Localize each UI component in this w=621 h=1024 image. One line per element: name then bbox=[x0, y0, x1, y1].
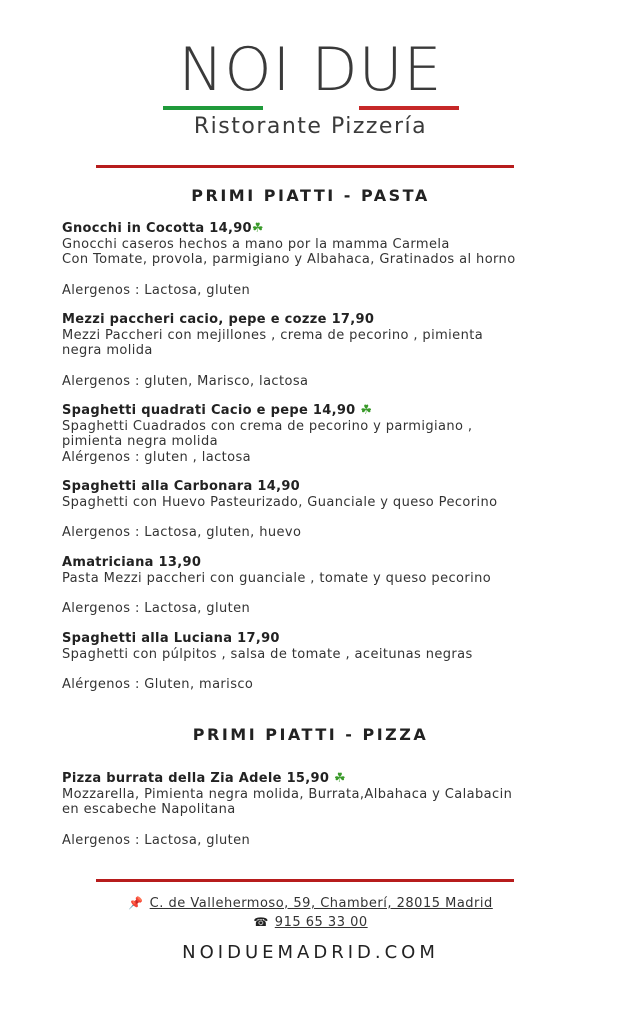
item-allergens: Alérgenos : gluten , lactosa bbox=[62, 449, 252, 465]
item-name: Amatriciana 13,90 bbox=[62, 555, 202, 570]
phone-link[interactable]: 915 65 33 00 bbox=[274, 915, 368, 930]
item-allergens: Alergenos : gluten, Marisco, lactosa bbox=[62, 373, 309, 389]
shamrock-icon: ☘ bbox=[360, 403, 373, 418]
logo-title: NOI DUE bbox=[178, 35, 443, 105]
section-title-pizza: PRIMI PIATTI - PIZZA bbox=[192, 725, 429, 744]
menu-item bbox=[62, 555, 562, 617]
item-allergens: Alergenos : Lactosa, gluten bbox=[62, 832, 251, 848]
item-name: Pizza burrata della Zia Adele 15,90 ☘ bbox=[62, 771, 346, 786]
item-description: Gnocchi caseros hechos a mano por la mamma Carmela Con Tomate, provola, parmigiano y Albahaca, Gratinados al horno bbox=[62, 236, 516, 267]
section-title-pasta: PRIMI PIATTI - PASTA bbox=[191, 186, 430, 205]
item-name: Spaghetti alla Luciana 17,90 bbox=[62, 631, 280, 646]
item-description: Spaghetti con Huevo Pasteurizado, Guanciale y queso Pecorino bbox=[62, 494, 498, 510]
address-link[interactable]: C. de Vallehermoso, 59, Chamberí, 28015 Madrid bbox=[149, 896, 493, 911]
website-text: NOIDUEMADRID.COM bbox=[182, 942, 439, 963]
shamrock-icon: ☘ bbox=[251, 221, 264, 236]
menu-item bbox=[62, 312, 562, 389]
bottom-divider bbox=[96, 879, 514, 882]
item-description: Spaghetti con púlpitos , salsa de tomate , aceitunas negras bbox=[62, 646, 473, 662]
item-name: Spaghetti quadrati Cacio e pepe 14,90 ☘ bbox=[62, 403, 373, 418]
menu-item bbox=[62, 771, 562, 848]
item-description: Mezzi Paccheri con mejillones , crema de pecorino , pimienta negra molida bbox=[62, 327, 484, 358]
item-allergens: Alergenos : Lactosa, gluten bbox=[62, 601, 251, 616]
item-allergens: Alergenos : Lactosa, gluten, huevo bbox=[62, 525, 302, 540]
logo-flag-stripes bbox=[161, 106, 461, 110]
flag-red-stripe bbox=[359, 106, 459, 110]
item-allergens: Alérgenos : Gluten, marisco bbox=[62, 677, 254, 692]
shamrock-icon: ☘ bbox=[334, 771, 346, 786]
item-allergens: Alergenos : Lactosa, gluten bbox=[62, 282, 251, 298]
pushpin-icon: 📌 bbox=[128, 896, 144, 910]
item-name: Spaghetti alla Carbonara 14,90 bbox=[62, 479, 301, 494]
footer bbox=[0, 896, 621, 963]
item-name: Gnocchi in Cocotta 14,90☘ bbox=[62, 221, 264, 236]
menu-item bbox=[62, 403, 562, 465]
menu-item bbox=[62, 221, 562, 298]
address-line bbox=[0, 896, 621, 911]
item-name: Mezzi paccheri cacio, pepe e cozze 17,90 bbox=[62, 312, 375, 327]
menu-item bbox=[62, 631, 562, 693]
top-divider bbox=[96, 165, 514, 168]
phone-line bbox=[0, 915, 621, 930]
item-description: Pasta Mezzi paccheri con guanciale , tomate y queso pecorino bbox=[62, 570, 492, 586]
item-description: Mozzarella, Pimienta negra molida, Burrata,Albahaca y Calabacin en escabeche Napolitana bbox=[62, 786, 513, 817]
logo bbox=[0, 36, 621, 139]
logo-subtitle: Ristorante Pizzería bbox=[193, 114, 428, 139]
phone-icon: ☎ bbox=[253, 915, 269, 929]
menu-item bbox=[62, 479, 562, 541]
item-description: Spaghetti Cuadrados con crema de pecorino y parmigiano , pimienta negra molida bbox=[62, 418, 473, 449]
flag-green-stripe bbox=[163, 106, 263, 110]
